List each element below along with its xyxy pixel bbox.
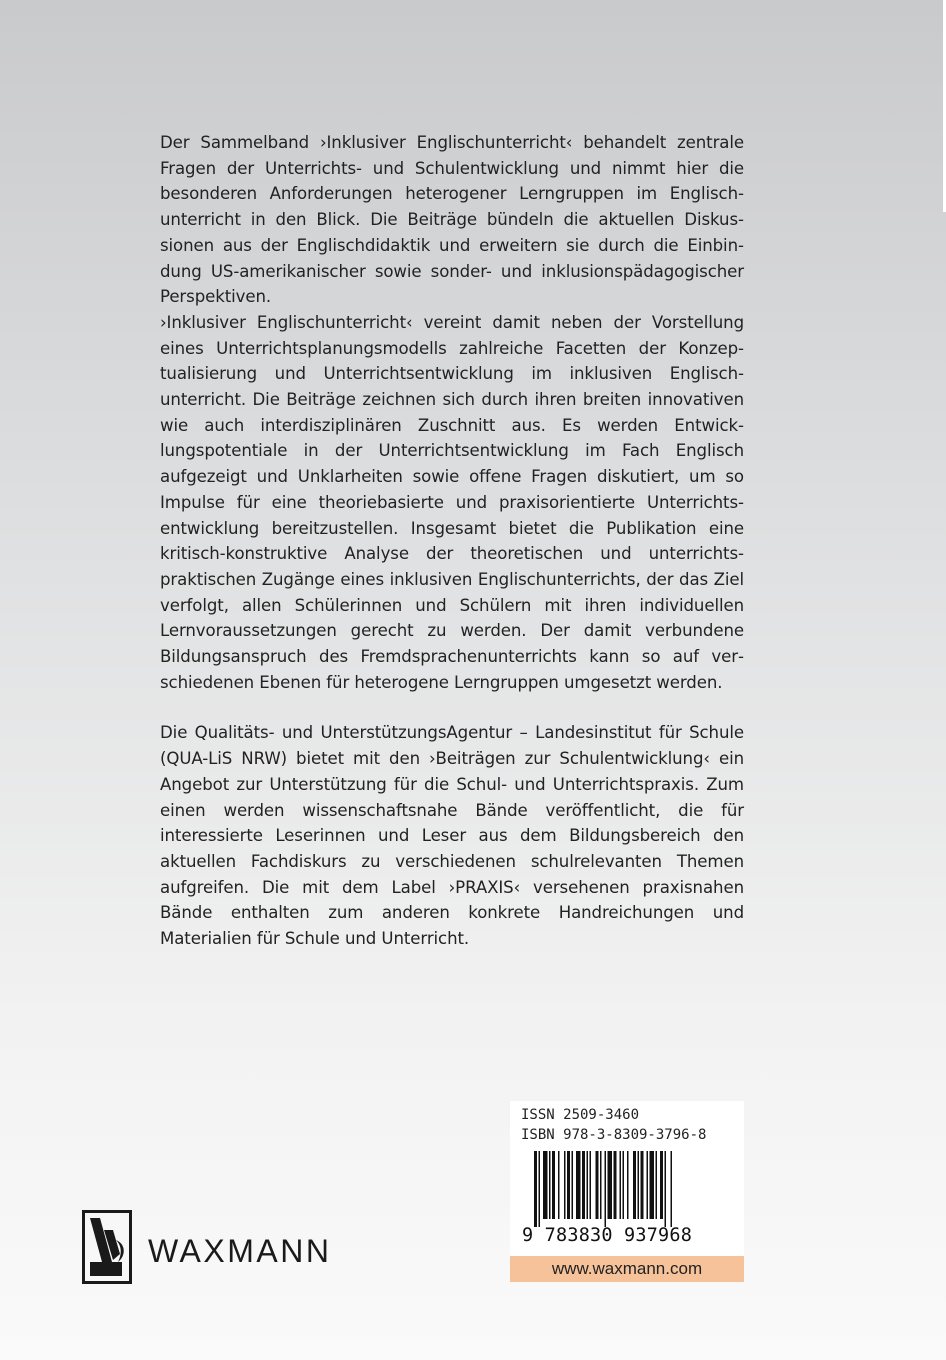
- barcode-bar: [647, 1151, 649, 1219]
- barcode-bar: [671, 1151, 673, 1227]
- barcode-bar: [660, 1151, 663, 1219]
- barcode-bar: [590, 1151, 592, 1219]
- website-link[interactable]: www.waxmann.com: [510, 1256, 744, 1282]
- barcode-bar: [558, 1151, 560, 1219]
- barcode-bar: [543, 1151, 548, 1219]
- barcode-bar: [552, 1151, 555, 1219]
- barcode-bar: [638, 1151, 640, 1219]
- isbn-box: [510, 1101, 744, 1282]
- barcode-bar: [605, 1151, 607, 1227]
- barcode-bar: [534, 1151, 537, 1227]
- barcode-bar: [539, 1151, 541, 1227]
- barcode-bar: [656, 1151, 658, 1219]
- issn-label: ISSN 2509-3460: [521, 1107, 640, 1123]
- barcode-bar: [587, 1151, 589, 1219]
- barcode-bar: [596, 1151, 599, 1219]
- blurb-paragraph-3: Die Qualitäts- und UnterstützungsAgentur – Landesinstitut für Schule (QUA-LiS NRW) bietet mit den ›Beiträgen zur Schulentwicklung‹ ein Angebot zur Unterstützung für die Schul- und Unterrichtspraxis. Zum einen werden wissenschaftsnahe Bände veröffentlicht, die für interessierte Leserinnen und Leser aus dem Bildungsbereich den aktuellen Fachdiskurs zu verschiedenen schulrelevanten Themen aufgreifen. Die mit dem Label ›PRAXIS‹ versehenen praxisnahen Bände enthalten zum anderen konkrete Handreichungen und Materialien für Schule und Unterricht.: [160, 723, 744, 949]
- barcode-bar: [582, 1151, 585, 1219]
- barcode-bar: [614, 1151, 617, 1219]
- publisher-name: WAXMANN: [148, 1233, 332, 1269]
- barcode-bar: [623, 1151, 625, 1219]
- barcode-bar: [608, 1151, 613, 1219]
- barcode-bar: [627, 1151, 629, 1219]
- barcode-graphic: [534, 1151, 722, 1227]
- blurb-paragraph-1: Der Sammelband ›Inklusiver Englischunterricht‹ behandelt zentrale Fragen der Unterrichts- und Schulentwicklung und nimmt hier die besonderen Anforderungen heterogener Lerngruppen im Englischunterricht in den Blick. Die Beiträge bündeln die aktuellen Diskussionen aus der Englischdidaktik und erweitern sie durch die Einbindung US-amerikanischer sowie sonder- und inklusionspädagogischer Perspektiven.: [160, 133, 744, 307]
- waxmann-logo-icon: [82, 1210, 132, 1284]
- barcode-bar: [665, 1151, 667, 1227]
- barcode-bar: [650, 1151, 655, 1219]
- isbn-label: ISBN 978-3-8309-3796-8: [521, 1127, 707, 1143]
- barcode-bar: [641, 1151, 644, 1219]
- back-cover-blurb: [160, 130, 744, 952]
- barcode-bar: [620, 1151, 622, 1219]
- blurb-paragraph-2: ›Inklusiver Englischunterricht‹ vereint damit neben der Vorstellung eines Unterrichtsplanungsmodells zahlreiche Facetten der Konzeptualisierung und Unterrichtsentwicklung im inklusiven Englischunterricht. Die Beiträge zeichnen sich durch ihren breiten innovativen wie auch interdisziplinären Zuschnitt aus. Es werden Entwicklungspotentiale in der Unterrichtsentwicklung im Fach Englisch aufgezeigt und Unklarheiten sowie offene Fragen diskutiert, um so Impulse für eine theoriebasierte und praxisorientierte Unterrichtsentwicklung bereitzustellen. Insgesamt bietet die Publikation eine kritisch-konstruktive Analyse der theoretischen und unterrichtspraktischen Zugänge eines inklusiven Englischunterrichts, der das Ziel verfolgt, allen Schülerinnen und Schülern mit ihren individuellen Lernvoraussetzungen gerecht zu werden. Der damit verbundene Bildungsanspruch des Fremdsprachenunterrichts kann so auf verschiedenen Ebenen für heterogene Lerngruppen umgesetzt werden.: [160, 312, 744, 692]
- barcode-bar: [576, 1151, 581, 1219]
- barcode-bar: [567, 1151, 570, 1219]
- barcode-bar: [549, 1151, 551, 1219]
- barcode-digits: 9 783830 937968: [522, 1225, 693, 1246]
- barcode-bar: [572, 1151, 574, 1219]
- barcode-bar: [600, 1151, 602, 1219]
- barcode-bar: [633, 1151, 636, 1219]
- barcode-bar: [564, 1151, 566, 1219]
